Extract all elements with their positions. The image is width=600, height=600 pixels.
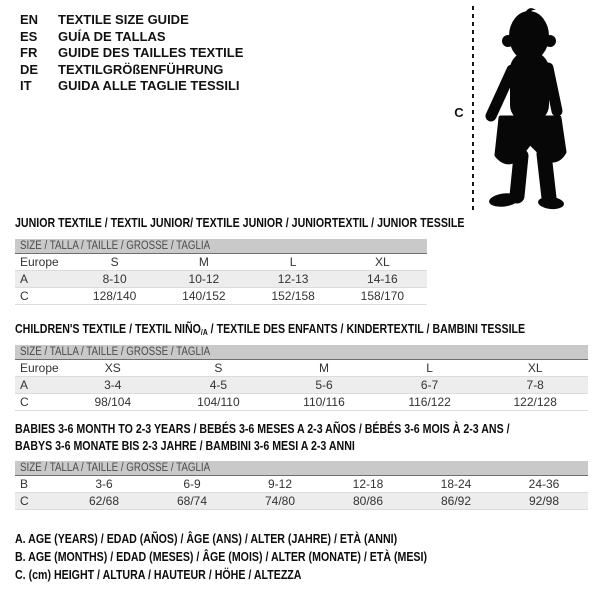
size-value-cell: 152/158 (249, 288, 338, 305)
size-value-cell: 98/104 (60, 394, 166, 411)
table-title-children-pre: CHILDREN'S TEXTILE / TEXTIL NIÑO (15, 322, 201, 336)
size-value-cell: 12-13 (249, 271, 338, 288)
table-title-babies-line1: BABIES 3-6 MONTH TO 2-3 YEARS / BEBÉS 3-6 MESES A 2-3 AÑOS / BÉBÉS 3-6 MOIS À 2-3 ANS / (15, 422, 510, 436)
footnote-b-text: B. AGE (MONTHS) / EDAD (MESES) / ÂGE (MOIS) / ALTER (MONATE) / ETÀ (MESI) (15, 550, 428, 564)
language-title: TEXTILE SIZE GUIDE (58, 12, 189, 27)
table-title-children-sub: /A (200, 328, 208, 337)
language-title: GUIDA ALLE TAGLIE TESSILI (58, 78, 240, 93)
language-row (20, 62, 243, 79)
table-title-babies (15, 421, 588, 461)
size-value-cell: 3-4 (60, 377, 166, 394)
table-row (15, 254, 427, 271)
height-measure-label: C (454, 105, 464, 120)
size-header-bar (15, 239, 427, 254)
language-row (20, 78, 243, 95)
language-code: ES (20, 28, 38, 44)
size-value-cell: 74/80 (236, 493, 324, 510)
size-value-cell: 6-9 (183, 477, 201, 491)
size-value-cell: 122/128 (482, 394, 588, 411)
size-value-cell: 9-12 (267, 477, 293, 491)
size-value-cell: 4-5 (166, 377, 272, 394)
row-label-cell: Europe (20, 255, 59, 269)
row-label-cell: A (15, 377, 60, 394)
size-value-cell: 92/98 (500, 493, 588, 510)
row-label-cell: C (15, 394, 60, 411)
table-row (15, 493, 588, 510)
size-value-cell: 24-36 (528, 477, 560, 491)
table-title-children (15, 321, 588, 345)
size-value-cell: 80/86 (324, 493, 412, 510)
row-label-cell: A (15, 271, 70, 288)
footnote-b (15, 548, 500, 566)
size-value-cell: 6-7 (377, 377, 483, 394)
language-row (20, 12, 243, 29)
size-header-label: SIZE / TALLA / TAILLE / GRÖSSE / TAGLIA (20, 240, 211, 252)
table-row (15, 377, 588, 394)
size-value-cell: S (214, 361, 223, 375)
footnote-c (15, 566, 500, 584)
size-value-cell: 86/92 (412, 493, 500, 510)
table-row (15, 360, 588, 377)
table-row (15, 476, 588, 493)
size-value-cell: 8-10 (70, 271, 159, 288)
size-value-cell: M (318, 361, 329, 375)
babies-size-table (15, 476, 588, 510)
footnote-c-text: C. (cm) HEIGHT / ALTURA / HAUTEUR / HÖHE / ALTEZZA (15, 568, 302, 582)
footnote-a-text: A. AGE (YEARS) / EDAD (AÑOS) / ÂGE (ANS) / ALTER (JAHRE) / ETÀ (ANNI) (15, 532, 398, 546)
size-value-cell: XS (104, 361, 121, 375)
size-value-cell: 10-12 (159, 271, 248, 288)
row-label-cell: B (20, 477, 29, 491)
table-row (15, 288, 427, 305)
babies-section (15, 421, 588, 510)
table-title-children-post: / TEXTILE DES ENFANTS / KINDERTEXTIL / BAMBINI TESSILE (207, 322, 526, 336)
language-code: FR (20, 45, 38, 60)
language-title: TEXTILGRÖßENFÜHRUNG (58, 61, 224, 77)
size-value-cell: XL (375, 255, 390, 269)
language-title-list (20, 12, 243, 95)
size-value-cell: 14-16 (338, 271, 427, 288)
language-code: EN (20, 12, 39, 27)
language-row (20, 29, 243, 46)
row-label-cell: C (15, 288, 70, 305)
size-value-cell: 3-6 (95, 477, 113, 491)
size-value-cell: L (426, 361, 433, 375)
language-title: GUÍA DE TALLAS (58, 28, 166, 44)
size-value-cell: 7-8 (482, 377, 588, 394)
language-title: GUIDE DES TAILLES TEXTILE (58, 45, 244, 60)
size-value-cell: 12-18 (352, 477, 384, 491)
table-title-children-text (15, 321, 525, 341)
size-value-cell: 68/74 (148, 493, 236, 510)
height-measure-dashed-line (472, 6, 474, 213)
size-value-cell: 128/140 (70, 288, 159, 305)
row-label-cell: C (15, 493, 60, 510)
size-header-label: SIZE / TALLA / TAILLE / GRÖSSE / TAGLIA (20, 346, 211, 358)
size-header-bar (15, 345, 588, 360)
size-value-cell: 110/116 (271, 394, 377, 411)
junior-size-table (15, 254, 427, 305)
size-header-label: SIZE / TALLA / TAILLE / GRÖSSE / TAGLIA (20, 462, 211, 474)
footnote-a (15, 530, 500, 548)
size-value-cell: M (198, 255, 209, 269)
size-header-bar (15, 461, 588, 476)
size-value-cell: 140/152 (159, 288, 248, 305)
table-title-junior (15, 215, 465, 239)
size-value-cell: XL (527, 361, 543, 375)
size-value-cell: 104/110 (166, 394, 272, 411)
junior-section (15, 215, 465, 305)
size-value-cell: 116/122 (377, 394, 483, 411)
size-value-cell: L (289, 255, 297, 269)
language-code: DE (20, 61, 39, 77)
size-value-cell: 5-6 (271, 377, 377, 394)
table-row (15, 271, 427, 288)
table-title-junior-text: JUNIOR TEXTILE / TEXTIL JUNIOR/ TEXTILE JUNIOR / JUNIORTEXTIL / JUNIOR TESSILE (15, 216, 465, 230)
language-code: IT (20, 78, 32, 93)
row-label-cell: Europe (20, 361, 59, 375)
size-value-cell: S (110, 255, 119, 269)
footnote-legend (15, 530, 500, 584)
language-row (20, 45, 243, 62)
children-size-table (15, 360, 588, 411)
baby-silhouette-icon (483, 6, 594, 212)
table-row (15, 394, 588, 411)
size-value-cell: 18-24 (440, 477, 472, 491)
size-value-cell: 158/170 (338, 288, 427, 305)
table-title-babies-line2: BABYS 3-6 MONATE BIS 2-3 JAHRE / BAMBINI 3-6 MESI A 2-3 ANNI (15, 439, 355, 453)
children-section (15, 321, 588, 411)
size-value-cell: 62/68 (60, 493, 148, 510)
